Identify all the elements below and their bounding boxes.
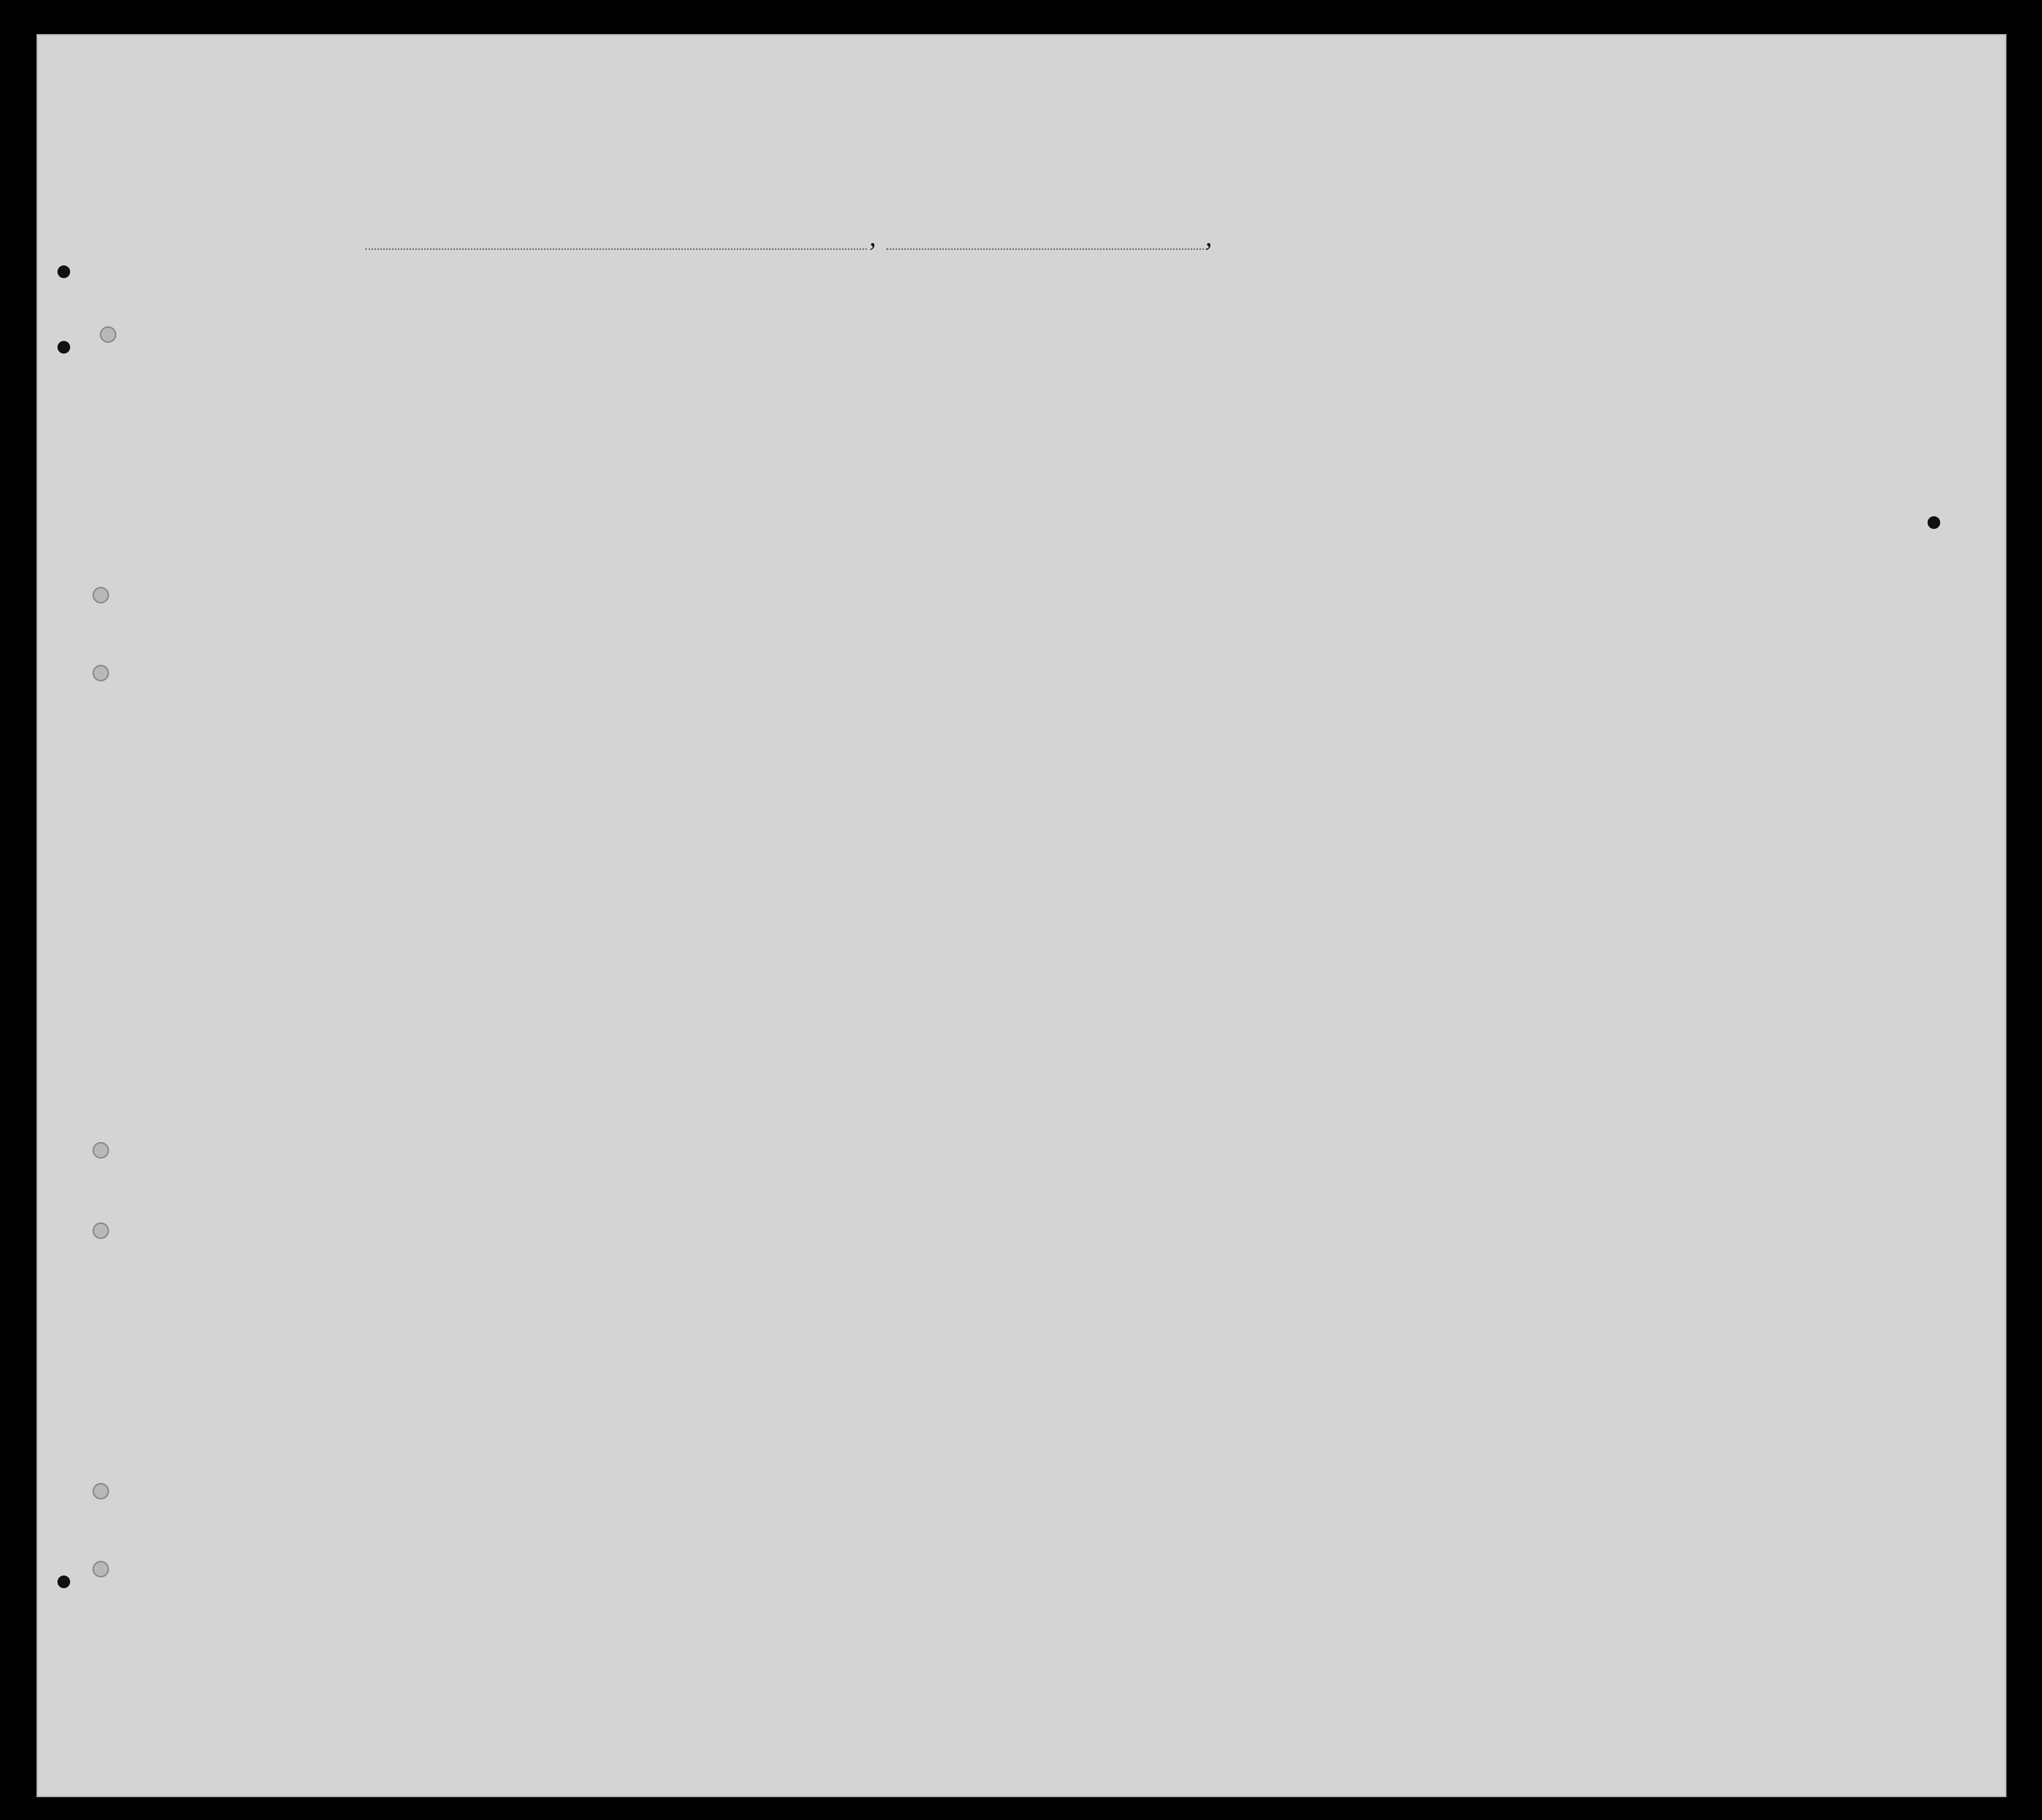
header-fifty-dollars xyxy=(720,312,748,438)
header-labor-offer xyxy=(1443,312,1480,443)
header-purpose-b xyxy=(1218,341,1254,446)
header-overthrow xyxy=(1382,312,1441,443)
header-inches xyxy=(1668,370,1690,438)
header-prison xyxy=(1294,312,1331,443)
header-ticket xyxy=(595,312,622,438)
header-anarchist xyxy=(1357,312,1380,443)
comma-mark: , xyxy=(1205,222,1212,252)
header-polygamist xyxy=(1333,312,1355,443)
header-arrested xyxy=(1503,312,1523,443)
header-purpose-c xyxy=(1255,341,1292,446)
header-purpose-a xyxy=(1180,341,1216,446)
header-excluded xyxy=(1481,312,1501,443)
header-feet xyxy=(1645,370,1667,438)
comma-mark: , xyxy=(869,222,876,252)
